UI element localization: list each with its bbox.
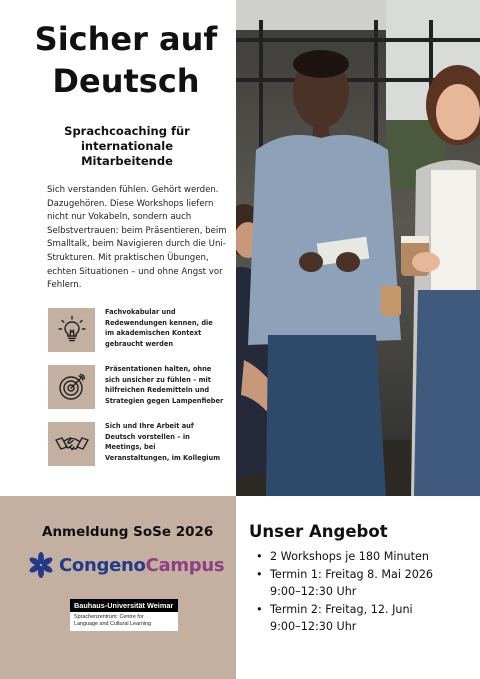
lightbulb-icon: [48, 308, 95, 352]
team-photo: [236, 0, 480, 496]
feature-text: Fachvokabular und Redewendungen kennen, die im akademischen Kontext gebraucht werden: [105, 308, 213, 348]
asterisk-logo-icon: [28, 552, 54, 578]
target-icon: [48, 365, 95, 409]
page-subtitle: Sprachcoaching für internationale Mitarbeitende: [64, 124, 190, 168]
congeno-campus-wordmark: CongenoCampus: [59, 554, 225, 576]
language-centre-name: Sprachenzentrum: Centre for Language and Cultural Learning: [70, 612, 178, 631]
bullet-icon: •: [256, 602, 263, 616]
registration-title: Anmeldung SoSe 2026: [42, 524, 214, 540]
list-item: • 2 Workshops je 180 Minuten: [256, 548, 478, 566]
handshake-icon: [48, 422, 95, 466]
page-title: Sicher auf Deutsch: [34, 20, 218, 100]
intro-text: Sich verstanden fühlen. Gehört werden. Dazugehören. Diese Workshops liefern nicht nur Vokabeln, sondern auch Selbstvertrauen: beim Präsentieren, beim Smalltalk, beim Navigieren durch die Uni- Strukturen. Mit praktischen Übungen, echten Situationen – und ohne Angst vor Fehlern.: [47, 185, 227, 291]
list-item: • Termin 2: Freitag, 12. Juni 9:00–12:30 Uhr: [256, 602, 413, 634]
feature-item-vocabulary: [48, 308, 236, 352]
congeno-campus-logo: [28, 550, 224, 580]
feature-item-introductions: [48, 422, 236, 466]
list-item: • Termin 1: Freitag 8. Mai 2026 9:00–12:30 Uhr: [256, 567, 434, 599]
bullet-icon: •: [256, 550, 263, 563]
bullet-icon: •: [256, 567, 263, 581]
feature-item-presentations: [48, 365, 236, 409]
bauhaus-university-logo: [70, 599, 178, 631]
feature-text: Sich und Ihre Arbeit auf Deutsch vorstellen – in Meetings, bei Veranstaltungen, im Kollegium: [105, 422, 221, 462]
feature-text: Präsentationen halten, ohne sich unsicher zu fühlen – mit hilfreichen Redemitteln und Strategien gegen Lampenfieber: [105, 365, 224, 405]
offer-title: Unser Angebot: [249, 522, 388, 541]
university-name: Bauhaus-Universität Weimar: [70, 599, 178, 612]
offer-list: [256, 548, 478, 636]
